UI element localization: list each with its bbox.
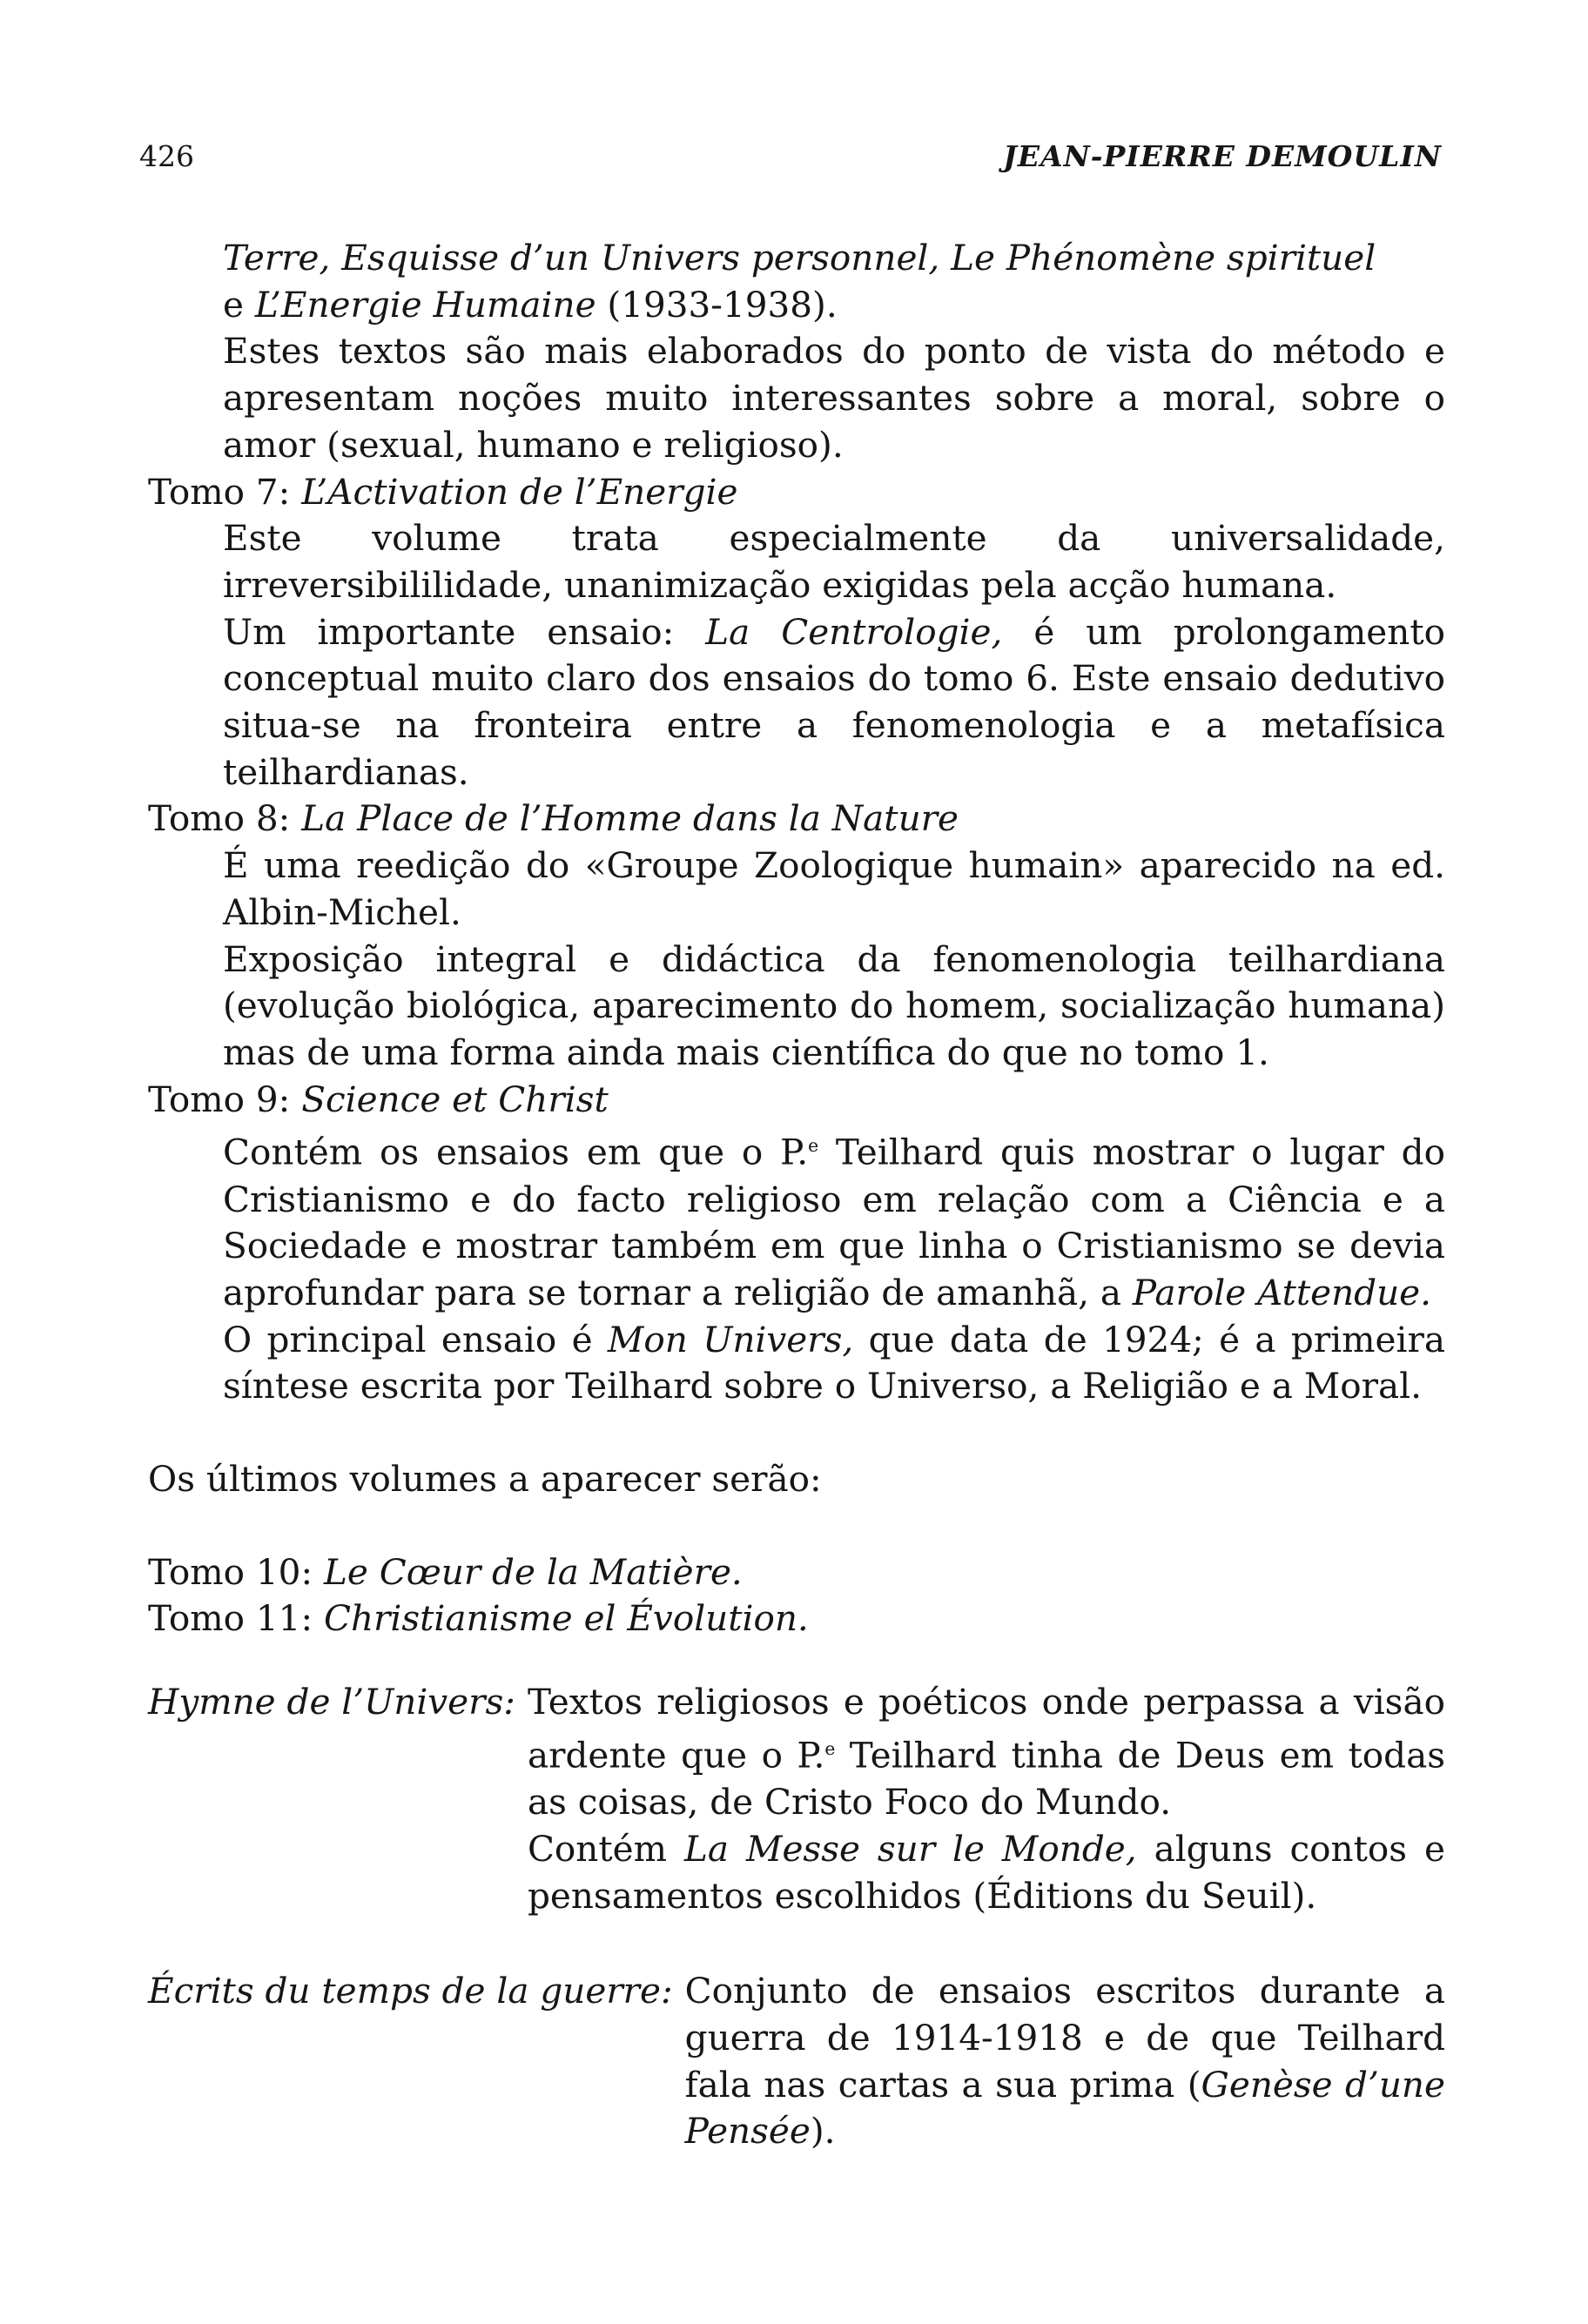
ecrits-paragraph-1 <box>685 1968 1445 2155</box>
tomo-9-heading <box>148 1077 1445 1124</box>
tomo-9-title: Science et Christ <box>301 1078 609 1120</box>
page-body <box>148 235 1445 2155</box>
tomo-6-description: Estes textos são mais elaborados do ponto de vista do método e apresentam noções muito interessantes sobre a moral, sobre o amor (sexual, humano e religioso). <box>223 330 1445 466</box>
hymne-term: Hymne de l’Univers: <box>148 1681 515 1723</box>
tomo-9-mon-univers: Mon Univers, <box>607 1318 854 1360</box>
ecrits-term: Écrits du temps de la guerre: <box>148 1970 673 2012</box>
tomo-9-description <box>223 1123 1445 1410</box>
tomo-6-title-energie: L’Energie Humaine <box>254 283 596 326</box>
tomo-7-paragraph-2 <box>223 609 1445 796</box>
tomo-11-line <box>148 1595 1445 1642</box>
tomo-9-label: Tomo 9: <box>148 1078 302 1120</box>
tomo-6-title-line: Terre, Esquisse d’un Univers personnel, Le Phénomène spirituel <box>223 237 1376 279</box>
hymne-paragraph-1 <box>528 1679 1445 1826</box>
tomo-10-label: Tomo 10: <box>148 1550 324 1593</box>
tomo-9-paragraph-1 <box>223 1123 1445 1316</box>
tomo-7-label: Tomo 7: <box>148 470 302 513</box>
tomo-10-title: Le Cœur de la Matière. <box>323 1550 743 1593</box>
tomo-8-description <box>223 843 1445 1077</box>
tomo-8-heading <box>148 796 1445 843</box>
tomo-8-title: La Place de l’Homme dans la Nature <box>301 797 959 840</box>
tomo-10-line <box>148 1549 1445 1596</box>
tomo-7-p2-rest: é um prolongamento conceptual muito claro dos ensaios do tomo 6. Este ensaio dedutivo situa-se na fronteira entre a fenomenologia e a metafísica teilhardianas. <box>223 610 1445 793</box>
tomo-8-label: Tomo 8: <box>148 797 302 840</box>
tomo-7-title: L’Activation de l’Energie <box>301 470 738 513</box>
tomo-7-heading <box>148 469 1445 516</box>
hymne-p1-lead: Textos religiosos e poéticos onde perpassa a visão ardente que o P. <box>527 1681 1445 1777</box>
hymne-p2-lead: Contém <box>527 1827 684 1870</box>
tomo-9-p1-body: Teilhard quis mostrar o lugar do Cristianismo e do facto religioso em relação com a Ciência e a Sociedade e mostrar também em que linha o Cristianismo se devia aprofundar para se tornar a religião de amanhã, a <box>223 1131 1445 1313</box>
tomo-7-essay-title: La Centrologie, <box>705 610 1003 653</box>
page-number: 426 <box>139 139 194 173</box>
ecrits-p1-lead: Conjunto de ensaios escritos durante a guerra de 1914-1918 e de que Teilhard fala nas cartas a sua prima ( <box>684 1970 1445 2106</box>
ecrits-description <box>685 1968 1445 2155</box>
tomo-6-titles <box>223 235 1445 328</box>
tomo-9-parole-attendue: Parole Attendue. <box>1132 1271 1432 1313</box>
page-header <box>139 139 1442 183</box>
running-title: JEAN-PIERRE DEMOULIN <box>1003 139 1442 173</box>
tomo-7-paragraph-1: Este volume trata especialmente da universalidade, irreversibililidade, unanimização exigidas pela acção humana. <box>223 517 1445 606</box>
tomo-9-paragraph-2 <box>223 1317 1445 1410</box>
tomo-9-p1-lead: Contém os ensaios em que o P. <box>223 1131 809 1173</box>
tomo-6-continuation <box>223 235 1445 469</box>
hymne-p2-rest: alguns contos e pensamentos escolhidos (Éditions du Seuil). <box>527 1827 1445 1917</box>
tomo-6-dates: (1933-1938). <box>596 283 838 326</box>
tomo-9-superscript: e <box>808 1135 819 1157</box>
ecrits-genese-title: Genèse d’une Pensée <box>684 2063 1445 2153</box>
ecrits-entry <box>148 1968 1445 2155</box>
tomo-7-p2-lead: Um importante ensaio: <box>223 610 706 653</box>
tomo-7-description <box>223 515 1445 796</box>
tomo-11-title: Christianisme el Évolution. <box>323 1597 809 1640</box>
tomo-6-conjunction: e <box>223 283 255 326</box>
tomo-9-p2-rest: que data de 1924; é a primeira síntese escrita por Teilhard sobre o Universo, a Religião e a Moral. <box>223 1318 1445 1407</box>
tomo-8-paragraph-1: É uma reedição do «Groupe Zoologique humain» aparecido na ed. Albin-Michel. <box>223 844 1445 933</box>
hymne-entry <box>148 1679 1445 1919</box>
hymne-messe-title: La Messe sur le Monde, <box>683 1827 1137 1870</box>
hymne-p1-rest: Teilhard tinha de Deus em todas as coisas, de Cristo Foco do Mundo. <box>527 1734 1445 1824</box>
tomo-11-label: Tomo 11: <box>148 1597 324 1640</box>
last-volumes-intro: Os últimos volumes a aparecer serão: <box>148 1458 822 1501</box>
ecrits-p1-close: ). <box>810 2110 836 2153</box>
hymne-description <box>528 1679 1445 1919</box>
hymne-superscript: e <box>824 1737 836 1759</box>
hymne-paragraph-2 <box>528 1826 1445 1919</box>
tomo-9-p2-lead: O principal ensaio é <box>223 1318 608 1360</box>
tomo-8-paragraph-2: Exposição integral e didáctica da fenomenologia teilhardiana (evolução biológica, aparecimento do homem, socialização humana) mas de uma forma ainda mais científica do que no tomo 1. <box>223 937 1445 1073</box>
